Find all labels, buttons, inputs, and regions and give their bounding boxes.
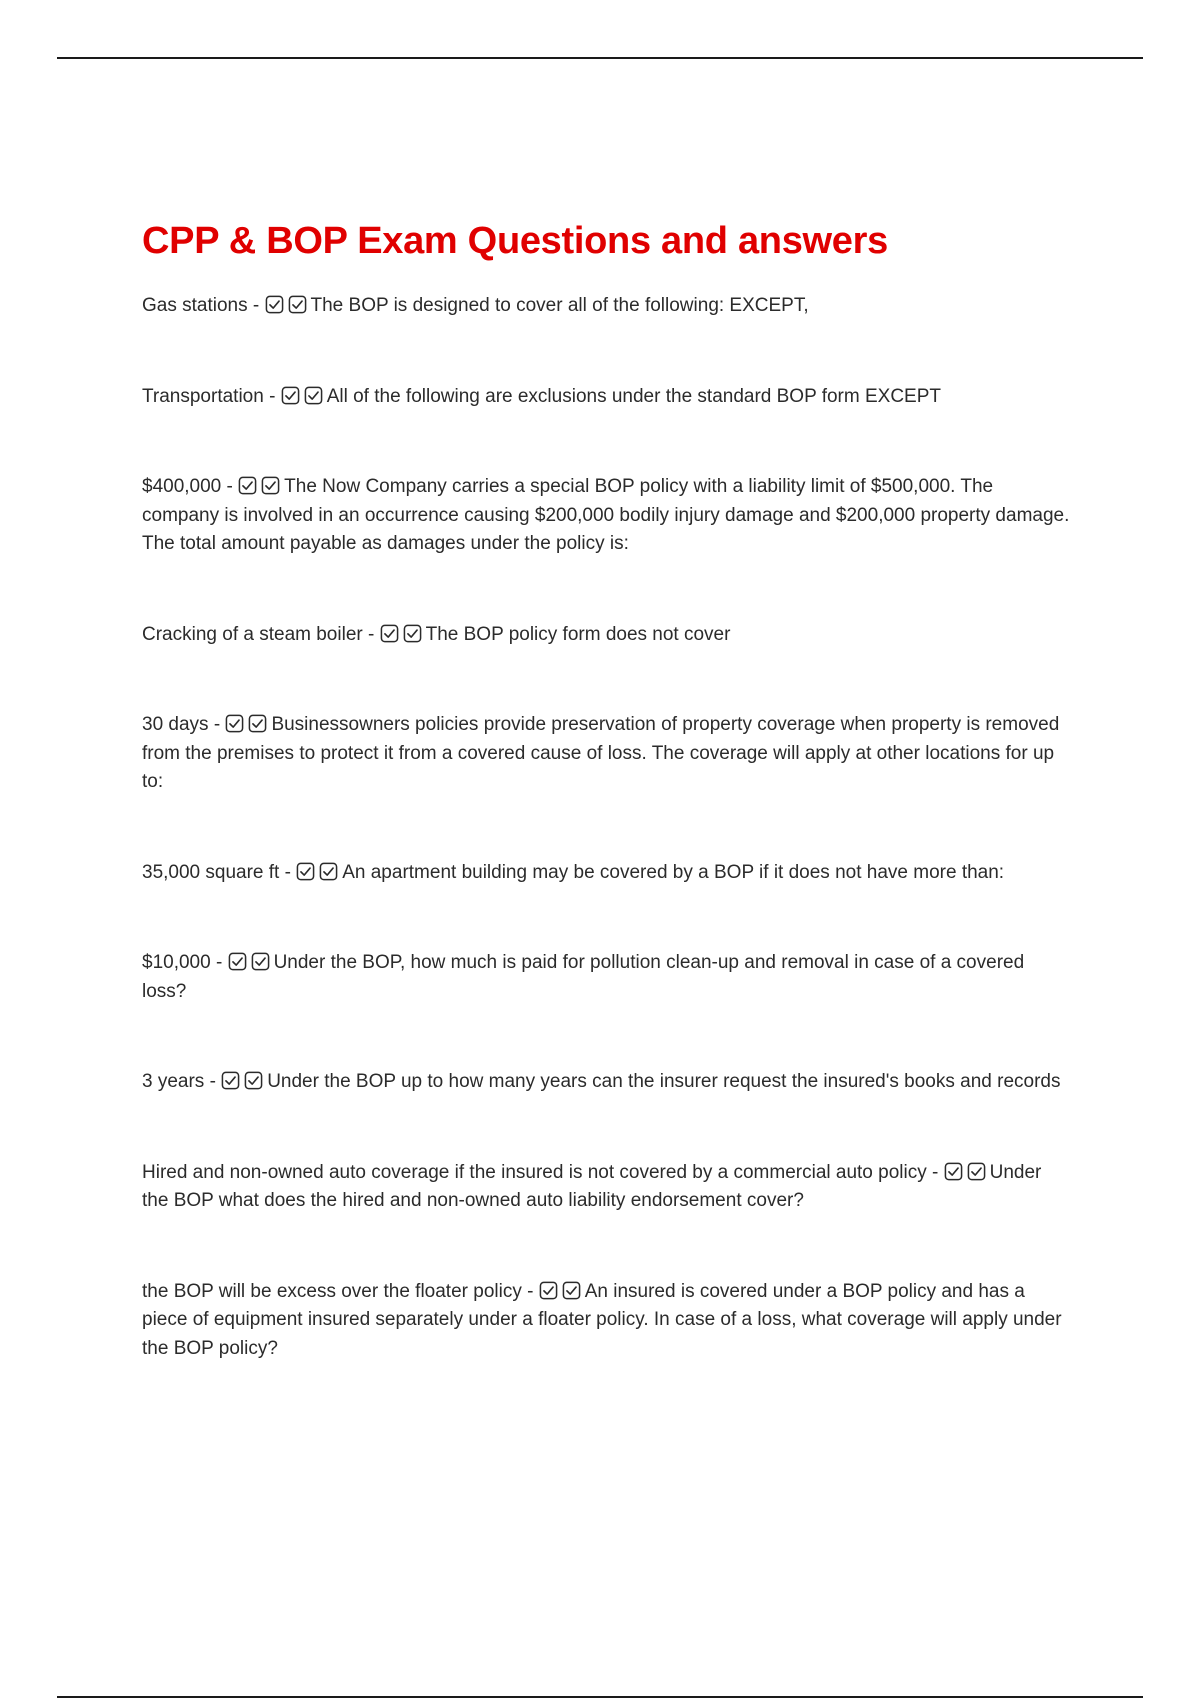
answer-text: 30 days (142, 714, 209, 735)
qa-item (142, 1068, 1072, 1097)
qa-item (142, 383, 1072, 412)
checkbox-checked-icon (319, 862, 338, 881)
question-text: The Now Company carries a special BOP policy with a liability limit of $500,000. The company is involved in an occurrence causing $200,000 bodily injury damage and $200,000 property damage. The total amount payable as damages under the policy is: (142, 476, 1070, 554)
checkbox-checked-icon (288, 295, 307, 314)
qa-item (142, 949, 1072, 1006)
answer-text: 3 years (142, 1071, 205, 1092)
separator: - (204, 1071, 222, 1092)
separator: - (263, 385, 281, 407)
answer-text: $400,000 (142, 476, 222, 497)
qa-item (142, 859, 1072, 888)
question-text: Under the BOP up to how many years can the insurer request the insured's books and records (267, 1071, 1061, 1092)
checkbox-checked-icon (296, 862, 315, 881)
answer-text: Gas stations (142, 295, 248, 316)
checkbox-checked-icon (562, 1281, 581, 1300)
bottom-rule (57, 1696, 1143, 1698)
checkbox-checked-icon (221, 1071, 240, 1090)
answer-text: 35,000 square ft (142, 861, 280, 883)
top-rule (57, 57, 1143, 59)
question-text: An insured is covered under a BOP policy and has a piece of equipment insured separately under a floater policy. In case of a loss, what coverage will apply under the BOP policy? (142, 1280, 1062, 1359)
checkbox-checked-icon (281, 386, 300, 405)
question-text: Under the BOP what does the hired and non-owned auto liability endorsement cover? (142, 1161, 1042, 1211)
checkbox-checked-icon (251, 952, 270, 971)
question-text: An apartment building may be covered by a BOP if it does not have more than: (342, 861, 1005, 883)
answer-text: $10,000 (142, 952, 211, 973)
checkbox-checked-icon (228, 952, 247, 971)
answer-text: Hired and non-owned auto coverage if the insured is not covered by a commercial auto policy (142, 1161, 927, 1183)
checkbox-checked-icon (944, 1162, 963, 1181)
question-text: All of the following are exclusions under the standard BOP form EXCEPT (326, 385, 941, 407)
checkbox-checked-icon (244, 1071, 263, 1090)
answer-text: Cracking of a steam boiler (142, 623, 363, 645)
separator: - (362, 623, 380, 645)
checkbox-checked-icon (261, 476, 280, 495)
checkbox-checked-icon (248, 714, 267, 733)
separator: - (926, 1161, 944, 1183)
document-body (142, 216, 1072, 1363)
checkbox-checked-icon (265, 295, 284, 314)
separator: - (208, 714, 226, 735)
qa-list (142, 292, 1072, 1363)
answer-text: the BOP will be excess over the floater policy (142, 1280, 522, 1302)
question-text: Under the BOP, how much is paid for pollution clean-up and removal in case of a covered loss? (142, 952, 1025, 1002)
qa-item (142, 292, 1072, 321)
question-text: Businessowners policies provide preservation of property coverage when property is removed from the premises to protect it from a covered cause of loss. The coverage will apply at other locations for up to: (142, 714, 1060, 792)
separator: - (221, 476, 239, 497)
qa-item (142, 1159, 1072, 1216)
checkbox-checked-icon (238, 476, 257, 495)
checkbox-checked-icon (304, 386, 323, 405)
qa-item (142, 473, 1072, 559)
separator: - (210, 952, 228, 973)
separator: - (247, 295, 265, 316)
checkbox-checked-icon (539, 1281, 558, 1300)
checkbox-checked-icon (380, 624, 399, 643)
page-title: CPP & BOP Exam Questions and answers (142, 220, 888, 262)
checkbox-checked-icon (225, 714, 244, 733)
separator: - (279, 861, 297, 883)
checkbox-checked-icon (967, 1162, 986, 1181)
checkbox-checked-icon (403, 624, 422, 643)
qa-item (142, 711, 1072, 797)
qa-item (142, 1278, 1072, 1364)
question-text: The BOP policy form does not cover (425, 623, 731, 645)
question-text: The BOP is designed to cover all of the following: EXCEPT, (310, 295, 809, 316)
separator: - (521, 1280, 539, 1302)
qa-item (142, 621, 1072, 650)
answer-text: Transportation (142, 385, 264, 407)
